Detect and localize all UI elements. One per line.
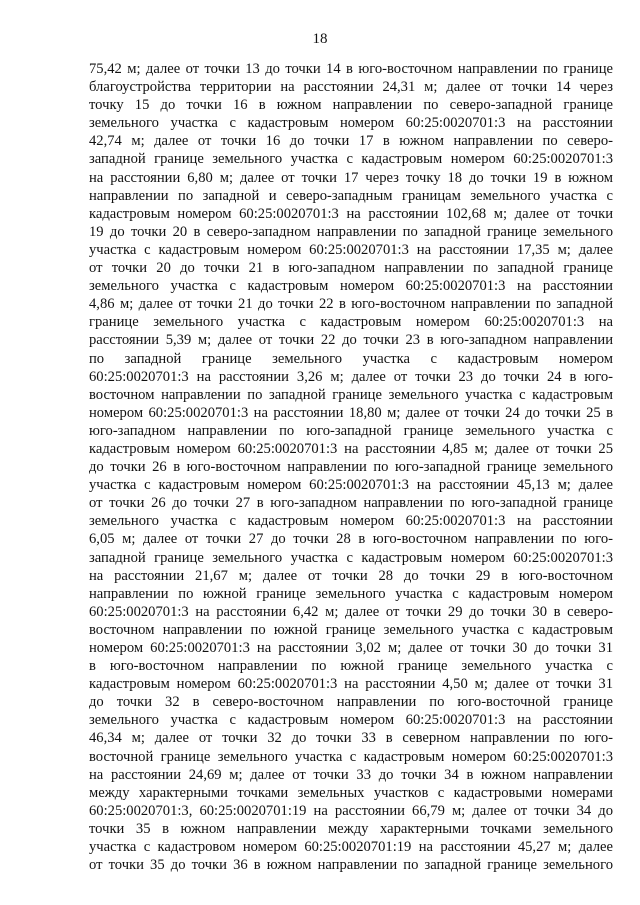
text-line: направлении по южной границе земельного участка с кадастровым номером [89,585,613,602]
text-line: 60:25:0020701:3 на расстоянии 3,26 м; далее от точки 23 до точки 24 в юго- [89,368,613,385]
text-line: участка с кадастровым номером 60:25:0020701:3 на расстоянии 17,35 м; далее [89,241,613,258]
text-line: участка с кадастровым номером 60:25:0020701:3 на расстоянии 45,13 м; далее [89,477,613,494]
text-line: от точки 20 до точки 21 в юго-западном направлении по западной границе [89,260,613,277]
text-line: номером 60:25:0020701:3 на расстоянии 18,80 м; далее от точки 24 до точки 25 в [89,404,613,421]
text-line: земельного участка с кадастровым номером 60:25:0020701:3 на расстоянии [89,513,613,530]
text-line: земельного участка с кадастровым номером 60:25:0020701:3 на расстоянии [89,278,613,295]
text-line: точки 35 в южном направлении между характерными точками земельного [89,820,613,837]
text-line: кадастровым номером 60:25:0020701:3 на расстоянии 4,85 м; далее от точки 25 [89,440,613,457]
text-line: 42,74 м; далее от точки 16 до точки 17 в южном направлении по северо- [89,133,613,150]
text-line: на расстоянии 21,67 м; далее от точки 28 до точки 29 в юго-восточном [89,567,613,584]
text-line: 4,86 м; далее от точки 21 до точки 22 в юго-восточном направлении по западной [89,296,613,313]
page-number: 18 [312,31,328,47]
text-line: западной границе земельного участка с кадастровым номером 60:25:0020701:3 [89,549,613,566]
text-line: по западной границе земельного участка с кадастровым номером [89,350,613,367]
text-line: участка с кадастровом номером 60:25:0020701:19 на расстоянии 45,27 м; далее [89,839,613,856]
text-line: точку 15 до точки 16 в южном направлении по северо-западной границе [89,97,613,114]
text-line: границе земельного участка с кадастровым номером 60:25:0020701:3 на [89,314,613,331]
text-line: расстоянии 5,39 м; далее от точки 22 до точки 23 в юго-западном направлении [89,332,613,349]
text-line: благоустройства территории на расстоянии 24,31 м; далее от точки 14 через [89,79,613,96]
text-line: на расстоянии 24,69 м; далее от точки 33 до точки 34 в южном направлении [89,766,613,783]
text-line: юго-западном направлении по юго-западной границе земельного участка с [89,422,613,439]
text-line: от точки 26 до точки 27 в юго-западном направлении по юго-западной границе [89,495,613,512]
text-line: до точки 26 в юго-восточном направлении по юго-западной границе земельного [89,459,613,476]
text-line: номером 60:25:0020701:3 на расстоянии 3,02 м; далее от точки 30 до точки 31 [89,640,613,656]
text-line: 19 до точки 20 в северо-западном направлении по западной границе земельного [89,223,613,240]
text-line: до точки 32 в северо-восточном направлении по юго-восточной границе [89,694,613,711]
text-line: земельного участка с кадастровым номером 60:25:0020701:3 на расстоянии [89,115,613,132]
text-line: 60:25:0020701:3, 60:25:0020701:19 на расстоянии 66,79 м; далее от точки 34 до [89,802,613,819]
text-line: 46,34 м; далее от точки 32 до точки 33 в северном направлении по юго- [89,730,613,747]
text-line: западной границе земельного участка с кадастровым номером 60:25:0020701:3 [89,151,613,168]
text-line: кадастровым номером 60:25:0020701:3 на расстоянии 102,68 м; далее от точки [89,205,613,222]
text-line: восточной границе земельного участка с кадастровым номером 60:25:0020701:3 [89,748,613,765]
text-line: земельного участка с кадастровым номером 60:25:0020701:3 на расстоянии [89,712,613,729]
text-line: 6,05 м; далее от точки 27 до точки 28 в юго-восточном направлении по юго- [89,531,613,548]
text-line: на расстоянии 6,80 м; далее от точки 17 через точку 18 до точки 19 в южном [89,169,613,186]
text-line: кадастровым номером 60:25:0020701:3 на расстоянии 4,50 м; далее от точки 31 [89,676,613,693]
body-text [89,60,613,874]
text-line: 60:25:0020701:3 на расстоянии 6,42 м; далее от точки 29 до точки 30 в северо- [89,603,613,620]
text-line: 75,42 м; далее от точки 13 до точки 14 в юго-восточном направлении по границе [89,61,613,77]
text-line: направлении по западной и северо-западным границам земельного участка с [89,187,613,204]
text-line: в юго-восточном направлении по южной границе земельного участка с [89,658,613,675]
text-line: между характерными точками земельных участков с кадастровыми номерами [89,784,613,801]
text-line: от точки 35 до точки 36 в южном направлении по западной границе земельного [89,857,613,874]
text-line: восточном направлении по южной границе земельного участка с кадастровым [89,621,613,638]
text-line: восточном направлении по западной границе земельного участка с кадастровым [89,386,613,403]
